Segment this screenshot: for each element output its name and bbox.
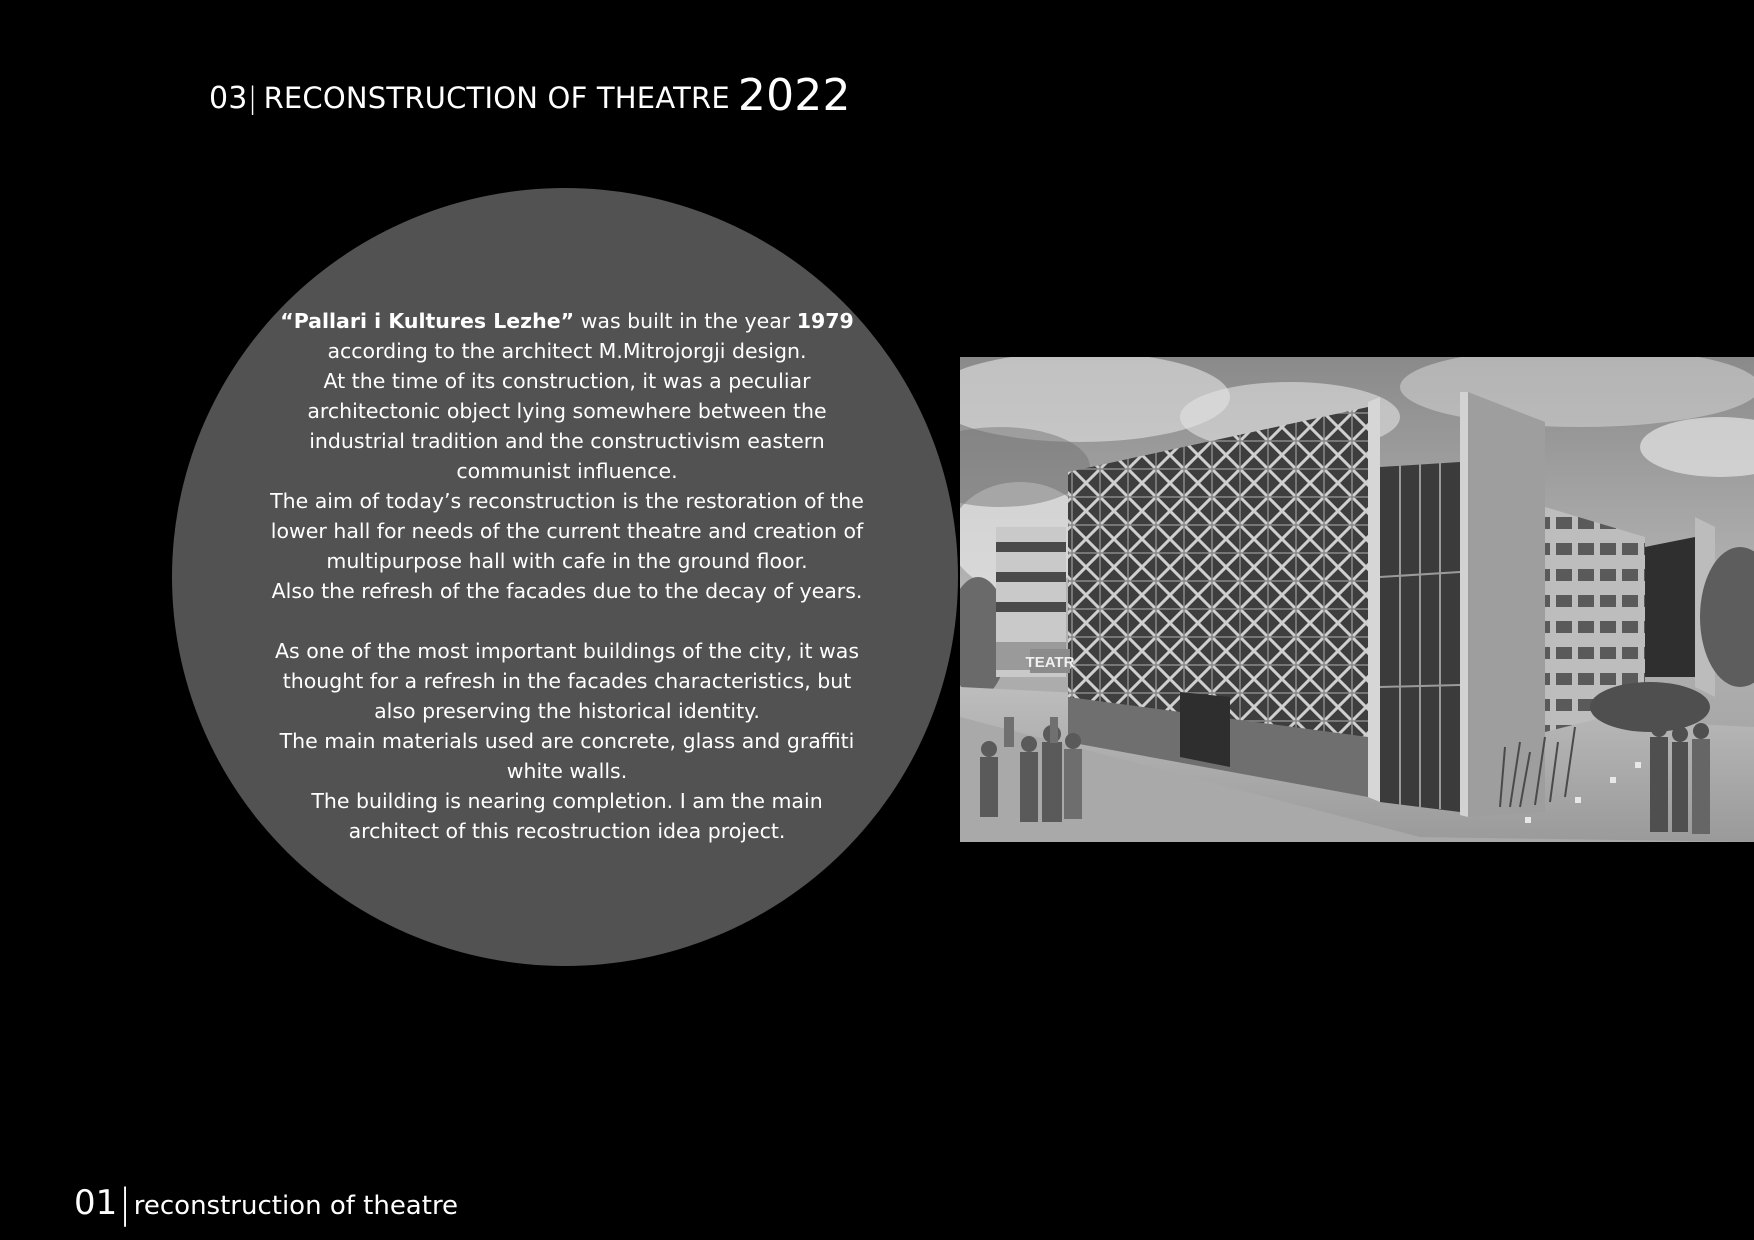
theatre-render-image <box>960 357 1754 842</box>
description-line: The main materials used are concrete, glass and graffiti <box>279 729 855 753</box>
description-line: architect of this recostruction idea project. <box>348 819 786 843</box>
description-first-line: “Pallari i Kultures Lezhe” was built in the year 1979 <box>280 309 854 333</box>
built-year: 1979 <box>796 309 854 333</box>
svg-text:TEATR: TEATR <box>1025 654 1075 671</box>
description-line: industrial tradition and the constructivism eastern <box>309 429 825 453</box>
description-line: communist influence. <box>456 459 678 483</box>
page-footer <box>74 1181 459 1227</box>
description-line: lower hall for needs of the current theatre and creation of <box>270 519 864 543</box>
title-separator: | <box>247 81 258 115</box>
description-line: At the time of its construction, it was a peculiar <box>323 369 811 393</box>
section-title: RECONSTRUCTION OF THEATRE <box>263 81 730 115</box>
page-title <box>209 70 851 121</box>
description-line: multipurpose hall with cafe in the ground floor. <box>326 549 808 573</box>
description-line: according to the architect M.Mitrojorgji design. <box>327 339 807 363</box>
project-year: 2022 <box>737 70 851 121</box>
description-line: The aim of today’s reconstruction is the restoration of the <box>270 489 864 513</box>
description-line: architectonic object lying somewhere between the <box>307 399 827 423</box>
description-line: also preserving the historical identity. <box>374 699 760 723</box>
footer-page-number: 01 <box>74 1183 118 1223</box>
footer-label: reconstruction of theatre <box>133 1191 459 1221</box>
description-line: As one of the most important buildings of the city, it was <box>274 639 860 663</box>
building-name: “Pallari i Kultures Lezhe” <box>280 309 575 333</box>
footer-separator: | <box>118 1181 132 1227</box>
description-line: Also the refresh of the facades due to the decay of years. <box>271 579 863 603</box>
paragraph-gap <box>262 606 872 636</box>
project-description <box>262 306 872 846</box>
section-number: 03 <box>209 81 248 116</box>
description-line: The building is nearing completion. I am the main <box>311 789 823 813</box>
description-line: thought for a refresh in the facades characteristics, but <box>282 669 852 693</box>
description-line: white walls. <box>506 759 628 783</box>
